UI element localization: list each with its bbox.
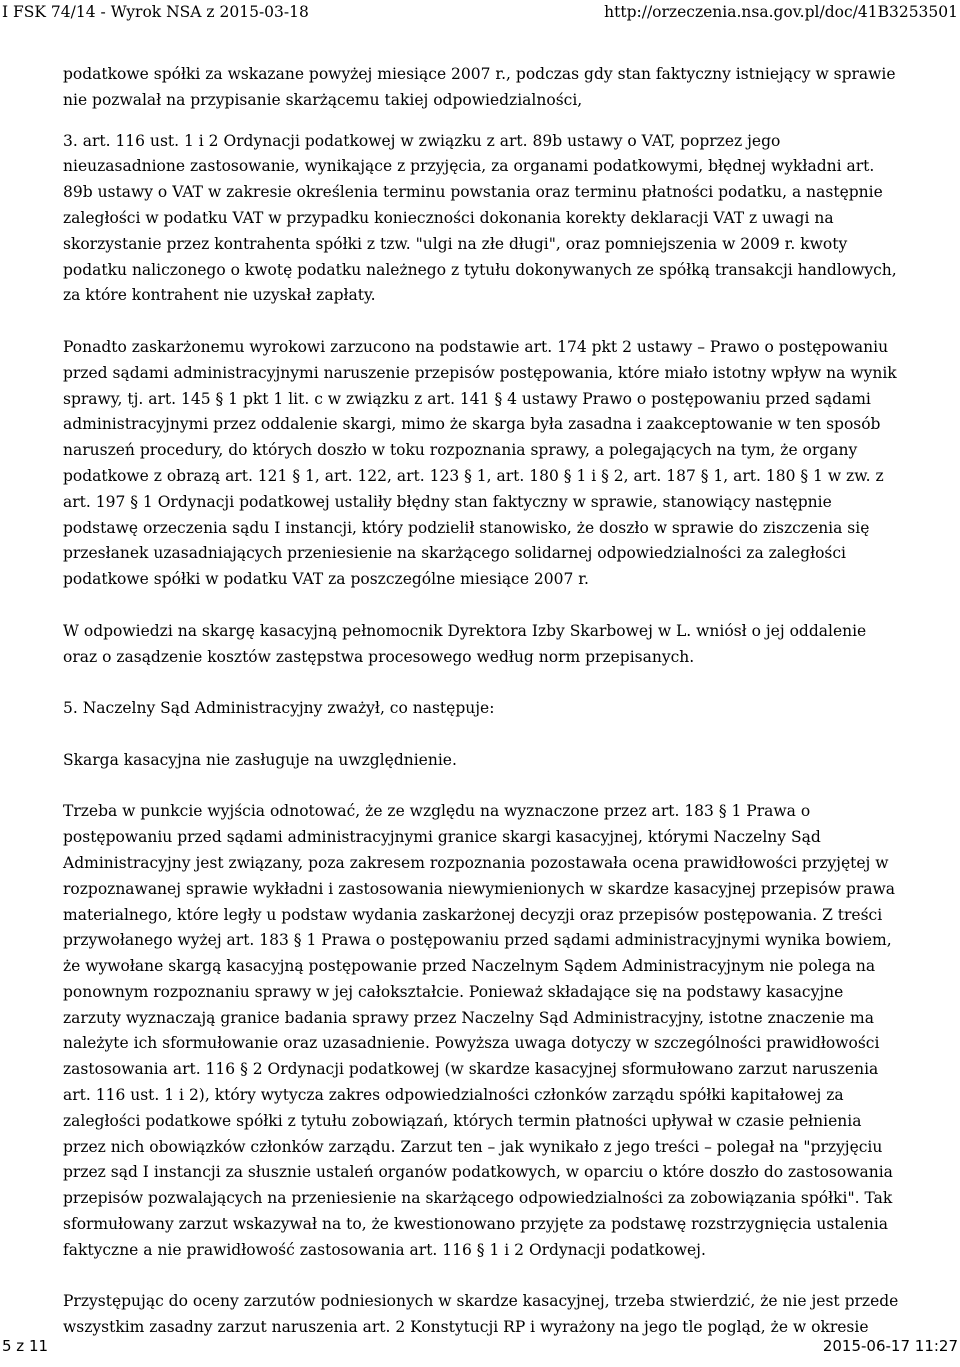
paragraph: Skarga kasacyjna nie zasługuje na uwzględnienie. [63, 750, 457, 769]
paragraph: Ponadto zaskarżonemu wyrokowi zarzucono na podstawie art. 174 pkt 2 ustawy – Prawo o postępowaniu przed sądami administracyjnymi naruszenie przepisów postępowania, które miało istotny wpływ na wynik sprawy, tj. art. 145 § 1 pkt 1 lit. c w związku z art. 141 § 4 ustawy Prawo o postępowaniu przed sądami administracyjnymi przez oddalenie skargi, mimo że skarga była zasadna i zaakceptowanie w ten sposób naruszeń procedury, do których doszło w toku rozpoznania sprawy, a polegających na tym, że organy podatkowe z obrazą art. 121 § 1, art. 122, art. 123 § 1, art. 180 § 1 i § 2, art. 187 § 1, art. 180 § 1 w zw. z art. 197 § 1 Ordynacji podatkowej ustaliły błędny stan faktyczny w sprawie, stanowiący następnie podstawę orzeczenia sądu I instancji, który podzielił stanowisko, że doszło w sprawie do ziszczenia się przesłanek uzasadniających przeniesienie na skarżącego solidarnej odpowiedzialności za zaległości podatkowe spółki w podatku VAT za poszczególne miesiące 2007 r. [63, 337, 897, 589]
print-datetime: 2015-06-17 11:27 [822, 1337, 958, 1355]
document-url: http://orzeczenia.nsa.gov.pl/doc/41B3253501 [604, 3, 958, 21]
paragraph: 3. art. 116 ust. 1 i 2 Ordynacji podatkowej w związku z art. 89b ustawy o VAT, poprzez jego nieuzasadnione zastosowanie, wynikające z przyjęcia, za organami podatkowymi, błędnej wykładni art. 89b ustawy o VAT w zakresie określenia terminu powstania oraz terminu płatności podatku, a następnie zaległości w podatku VAT w przypadku konieczności dokonania korekty deklaracji VAT z uwagi na skorzystanie przez kontrahenta spółki z tzw. "ulgi na złe długi", oraz pomniejszenia w 2009 r. kwoty podatku naliczonego o kwotę podatku należnego z tytułu dokonywanych ze spółką transakcji handlowych, za które kontrahent nie uzyskał zapłaty. [63, 131, 897, 305]
paragraph: W odpowiedzi na skargę kasacyjną pełnomocnik Dyrektora Izby Skarbowej w L. wniósł o jej oddalenie oraz o zasądzenie kosztów zastępstwa procesowego według norm przepisanych. [63, 621, 867, 666]
paragraph: podatkowe spółki za wskazane powyżej miesiące 2007 r., podczas gdy stan faktyczny istniejący w sprawie nie pozwalał na przypisanie skarżącemu takiej odpowiedzialności, [63, 65, 896, 109]
document-title: I FSK 74/14 - Wyrok NSA z 2015-03-18 [2, 3, 309, 21]
page-header [0, 0, 960, 24]
section-heading: 5. Naczelny Sąd Administracyjny zważył, co następuje: [63, 699, 495, 718]
paragraph: Trzeba w punkcie wyjścia odnotować, że ze względu na wyznaczone przez art. 183 § 1 Prawa o postępowaniu przed sądami administracyjnymi granice skargi kasacyjnej, którymi Naczelny Sąd Administracyjny jest związany, poza zakresem rozpoznania pozostawała ocena prawidłowości przyjętej w rozpoznawanej sprawie wykładni i zastosowania niewymienionych w skardze kasacyjnej przepisów prawa materialnego, które legły u podstaw wydania zaskarżonej decyzji oraz przepisów postępowania. Z treści przywołanego wyżej art. 183 § 1 Prawa o postępowaniu przed sądami administracyjnymi wynika bowiem, że wywołane skargą kasacyjną postępowanie przed Naczelnym Sądem Administracyjnym nie polega na ponownym rozpoznaniu sprawy w jej całokształcie. Ponieważ składające się na podstawy kasacyjne zarzuty wyznaczają granice badania sprawy przez Naczelny Sąd Administracyjny, istotne znaczenie ma należyte ich sformułowanie oraz uzasadnienie. Powyższa uwaga dotyczy w szczególności prawidłowości zastosowania art. 116 § 2 Ordynacji podatkowej (w skardze kasacyjnej sformułowano zarzut naruszenia art. 116 ust. 1 i 2), który wytycza zakres odpowiedzialności członków zarządu spółki kapitałowej za zaległości podatkowe spółki z tytułu zobowiązań, których termin płatności upływał w czasie pełnienia przez nich obowiązków członków zarządu. Zarzut ten – jak wynikało z jego treści – polegał na "przyjęciu przez sąd I instancji za słusznie ustaleń organów podatkowych, w oparciu o które doszło do zastosowania przepisów pozwalających na przeniesienie na skarżącego odpowiedzialności za zobowiązania spółki". Tak sformułowany zarzut wskazywał na to, że kwestionowano przyjęte za podstawę rozstrzygnięcia ustalenia faktyczne a nie prawidłowość zastosowania art. 116 § 1 i 2 Ordynacji podatkowej. [63, 802, 895, 1259]
document-body [63, 62, 903, 1367]
paragraph: Przystępując do oceny zarzutów podniesionych w skardze kasacyjnej, trzeba stwierdzić, że nie jest przede wszystkim zasadny zarzut naruszenia art. 2 Konstytucji RP i wyrażony na jego tle pogląd, że w okresie [63, 1292, 899, 1337]
page-footer [0, 1335, 960, 1357]
page-number: 5 z 11 [2, 1337, 49, 1355]
